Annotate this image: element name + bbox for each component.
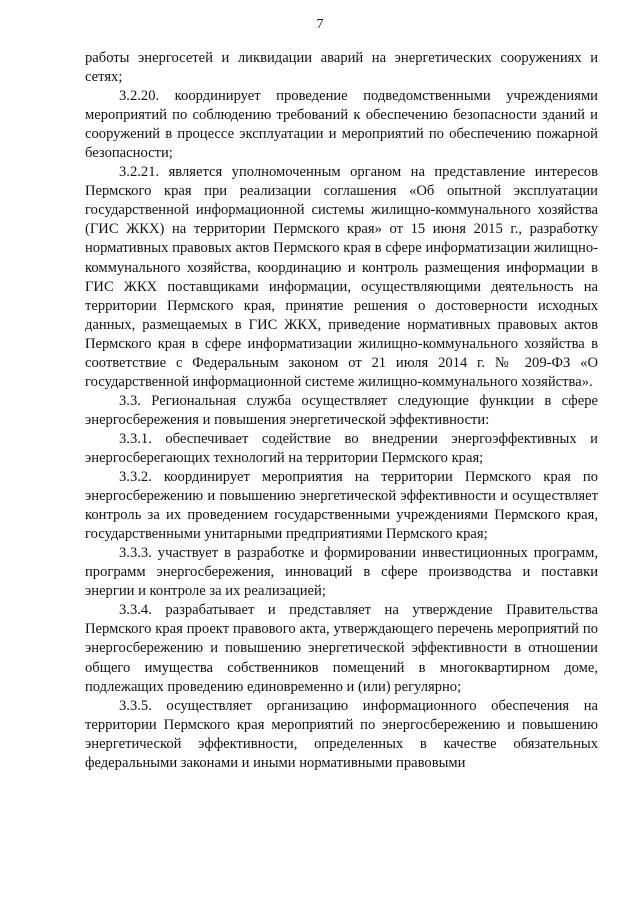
paragraph-3-3-3: 3.3.3. участвует в разработке и формировании инвестиционных программ, программ энергосбережения, инноваций в сфере производства и поставки энергии и контроле за их реализацией;: [85, 545, 598, 600]
paragraph-3-3: 3.3. Региональная служба осуществляет следующие функции в сфере энергосбережения и повышения энергетической эффективности:: [85, 392, 598, 428]
paragraph-continuation: работы энергосетей и ликвидации аварий на энергетических сооружениях и сетях;: [85, 50, 598, 86]
paragraph-3-2-20: 3.2.20. координирует проведение подведомственными учреждениями мероприятий по соблюдению требований к обеспечению безопасности зданий и сооружений в процессе эксплуатации и мероприятий по обеспечению пожарной безопасности;: [85, 88, 598, 162]
paragraph-3-3-1: 3.3.1. обеспечивает содействие во внедрении энергоэффективных и энергосберегающих технологий на территории Пермского края;: [85, 430, 598, 466]
paragraph-3-3-2: 3.3.2. координирует мероприятия на территории Пермского края по энергосбережению и повышению энергетической эффективности и осуществляет контроль за их проведением государственными учреждениями Пермского края, государственными унитарными предприятиями Пермского края;: [85, 469, 598, 543]
paragraph-3-3-5: 3.3.5. осуществляет организацию информационного обеспечения на территории Пермского края мероприятий по энергосбережению и повышению энергетической эффективности, определенных в качестве обязательных федеральными законами и иными нормативными правовыми: [85, 697, 598, 771]
document-body: [85, 49, 598, 773]
paragraph-3-2-21: 3.2.21. является уполномоченным органом на представление интересов Пермского края при реализации соглашения «Об опытной эксплуатации государственной информационной системы жилищно-коммунального хозяйства (ГИС ЖКХ) на территории Пермского края» от 15 июня 2015 г., разработку нормативных правовых актов Пермского края в сфере информатизации жилищно-коммунального хозяйства, координацию и контроль размещения информации в ГИС ЖКХ поставщиками информации, осуществляющими деятельность на территории Пермского края, принятие решения о достоверности исходных данных, размещаемых в ГИС ЖКХ, приведение нормативных правовых актов Пермского края в сфере информатизации жилищно-коммунального хозяйства в соответствие с Федеральным законом от 21 июля 2014 г. № 209-ФЗ «О государственной информационной системе жилищно-коммунального хозяйства».: [85, 164, 598, 390]
paragraph-3-3-4: 3.3.4. разрабатывает и представляет на утверждение Правительства Пермского края проект правового акта, утверждающего перечень мероприятий по энергосбережению и повышению энергетической эффективности в отношении общего имущества собственников помещений в многоквартирном доме, подлежащих проведению единовременно и (или) регулярно;: [85, 602, 598, 695]
page-number: 7: [316, 17, 324, 32]
